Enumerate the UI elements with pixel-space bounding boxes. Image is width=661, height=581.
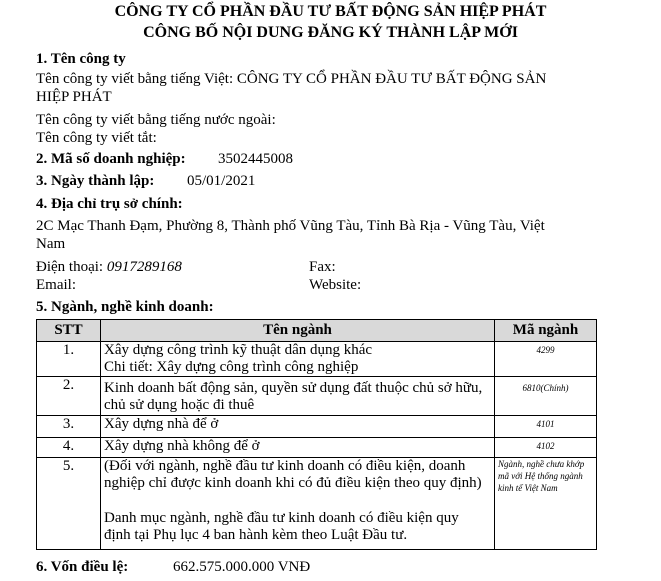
phone-row — [36, 259, 182, 276]
section-3-heading: 3. Ngày thành lập: — [36, 173, 155, 189]
website-label: Website: — [309, 277, 362, 293]
row-name-line: Danh mục ngành, nghề đầu tư kinh doanh có điều kiện quy — [104, 510, 459, 526]
foreign-name-label: Tên công ty viết bằng tiếng nước ngoài: — [36, 112, 276, 128]
code-note-line: mã với Hệ thống ngành — [498, 471, 583, 481]
column-header-code: Mã ngành — [495, 320, 597, 342]
section-1-heading: 1. Tên công ty — [36, 51, 126, 67]
row-code: 6810(Chính) — [495, 377, 597, 416]
enterprise-code-value: 3502445008 — [218, 151, 293, 167]
column-header-stt: STT — [37, 320, 101, 342]
charter-capital-value: 662.575.000.000 VNĐ — [173, 559, 311, 575]
row-code: 4101 — [495, 416, 597, 438]
table-row — [37, 416, 597, 438]
row-stt: 1. — [37, 342, 101, 377]
row-name-line: nghiệp chỉ được kinh doanh khi có đủ điều kiện theo quy định) — [104, 475, 482, 491]
vn-name-label: Tên công ty viết bằng tiếng Việt: — [36, 71, 234, 87]
announcement-title: CÔNG BỐ NỘI DUNG ĐĂNG KÝ THÀNH LẬP MỚI — [143, 24, 518, 41]
fax-label: Fax: — [309, 259, 336, 275]
business-lines-table — [36, 319, 597, 550]
vn-name-value: CÔNG TY CỔ PHẦN ĐẦU TƯ BẤT ĐỘNG SẢN — [236, 71, 547, 87]
row-name — [101, 342, 495, 377]
phone-label: Điện thoại: — [36, 259, 104, 275]
code-note-line: kinh tế Việt Nam — [498, 483, 558, 493]
row-name-line: Kinh doanh bất động sản, quyền sử dụng đất thuộc chủ sở hữu, — [104, 380, 483, 396]
row-name-line: Xây dựng công trình kỹ thuật dân dụng khác — [104, 342, 373, 358]
row-name-line: chủ sử dụng hoặc đi thuê — [104, 397, 255, 413]
address-line-1: 2C Mạc Thanh Đạm, Phường 8, Thành phố Vũng Tàu, Tỉnh Bà Rịa - Vũng Tàu, Việt — [36, 218, 545, 234]
short-name-label: Tên công ty viết tắt: — [36, 130, 157, 146]
row-name-line: Chi tiết: Xây dựng công trình công nghiệp — [104, 359, 359, 375]
row-name-line: (Đối với ngành, nghề đầu tư kinh doanh có điều kiện, doanh — [104, 458, 466, 474]
row-code: 4102 — [495, 438, 597, 458]
row-stt: 2. — [37, 377, 101, 416]
row-name: Xây dựng nhà không để ở — [101, 438, 495, 458]
row-code: 4299 — [495, 342, 597, 377]
vn-name-value-cont: HIỆP PHÁT — [36, 89, 112, 105]
row-stt: 3. — [37, 416, 101, 438]
section-2-heading: 2. Mã số doanh nghiệp: — [36, 151, 186, 167]
row-stt: 5. — [37, 458, 101, 550]
vn-name-row — [36, 71, 546, 88]
table-row — [37, 458, 597, 550]
table-row — [37, 342, 597, 377]
row-name-line: định tại Phụ lục 4 ban hành kèm theo Luật Đầu tư. — [104, 527, 408, 543]
column-header-name: Tên ngành — [101, 320, 495, 342]
section-4-heading: 4. Địa chỉ trụ sở chính: — [36, 196, 183, 212]
code-note-line: Ngành, nghề chưa khớp — [498, 459, 585, 469]
table-row — [37, 377, 597, 416]
table-header-row — [37, 320, 597, 342]
section-6-heading: 6. Vốn điều lệ: — [36, 559, 129, 575]
section-5-heading: 5. Ngành, nghề kinh doanh: — [36, 299, 214, 315]
row-stt: 4. — [37, 438, 101, 458]
founding-date-value: 05/01/2021 — [187, 173, 256, 189]
email-label: Email: — [36, 277, 76, 293]
table-row — [37, 438, 597, 458]
row-name — [101, 458, 495, 550]
row-code-note — [495, 458, 597, 550]
address-line-2: Nam — [36, 236, 66, 252]
row-name — [101, 377, 495, 416]
phone-value: 0917289168 — [106, 259, 182, 275]
row-name: Xây dựng nhà để ở — [101, 416, 495, 438]
company-title: CÔNG TY CỔ PHẦN ĐẦU TƯ BẤT ĐỘNG SẢN HIỆP PHÁT — [114, 3, 547, 20]
